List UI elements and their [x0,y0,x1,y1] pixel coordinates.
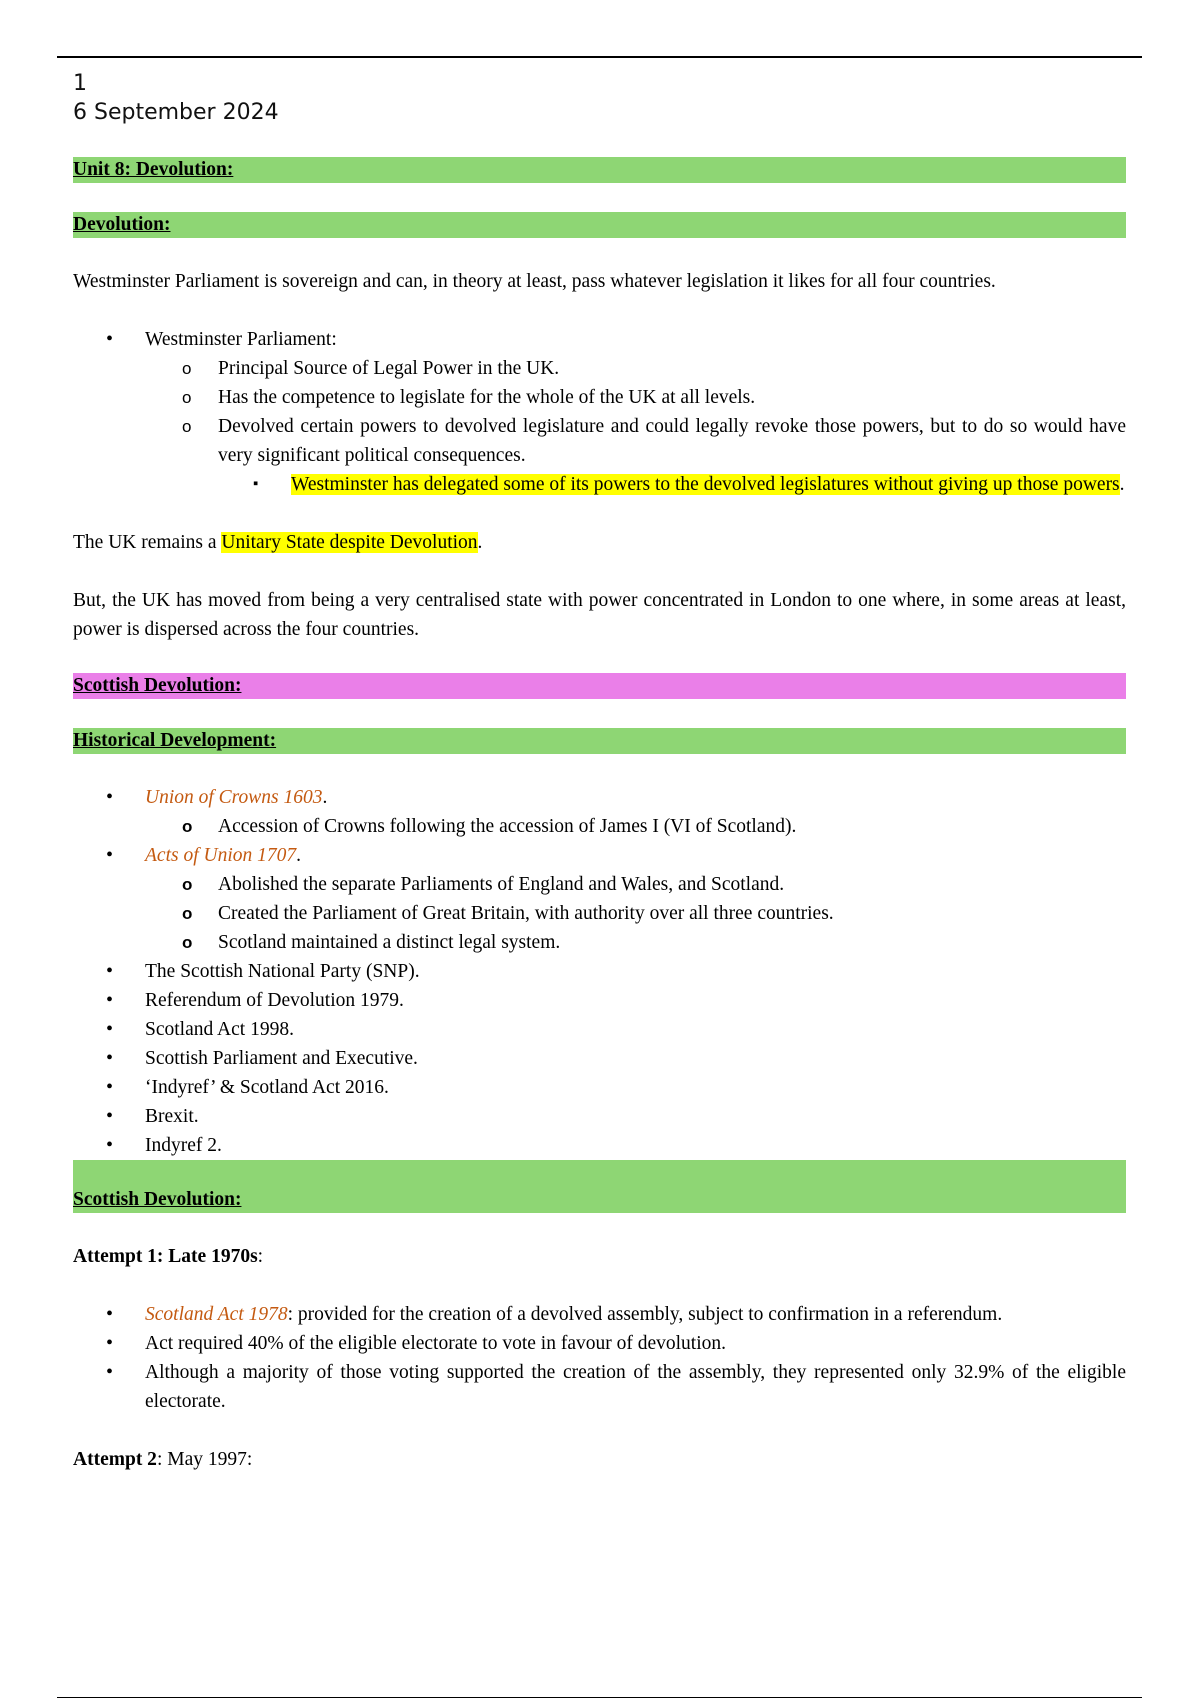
attempt-1-list [73,1300,1126,1416]
document-body [73,157,1126,1474]
header-rule [57,56,1142,58]
attempt-2-heading: Attempt 2: May 1997: [73,1449,253,1470]
list-item: o Created the Parliament of Great Britain, with authority over all three countries. [73,899,1126,928]
scottish-devolution-heading-2: Scottish Devolution: [73,1160,1126,1213]
centralised-paragraph: But, the UK has moved from being a very centralised state with power concentrated in London to one where, in some areas at least, power is dispersed across the four countries. [73,590,1126,640]
list-item: o Devolved certain powers to devolved legislature and could legally revoke those powers, but to do so would have very significant political consequences. [73,412,1126,470]
list-item: • Scotland Act 1998. [73,1015,1126,1044]
document-date: 6 September 2024 [73,100,279,125]
list-item: • Act required 40% of the eligible electorate to vote in favour of devolution. [73,1329,1126,1358]
attempt-1-heading: Attempt 1: Late 1970s: [73,1246,264,1267]
unit-heading: Unit 8: Devolution: [73,157,1126,183]
page-number: 1 [73,71,87,96]
list-item: • Westminster Parliament: [73,325,1126,354]
list-item: • Acts of Union 1707. [73,841,1126,870]
unitary-state-paragraph: The UK remains a Unitary State despite Devolution. [73,532,483,553]
list-item: • ‘Indyref’ & Scotland Act 2016. [73,1073,1126,1102]
scottish-devolution-heading: Scottish Devolution: [73,673,1126,699]
list-item: o Accession of Crowns following the accession of James I (VI of Scotland). [73,812,1126,841]
footer-rule [57,1697,1142,1698]
list-item: • Although a majority of those voting supported the creation of the assembly, they represented only 32.9% of the eligible electorate. [73,1358,1126,1416]
historical-list [73,783,1126,1160]
list-item: o Abolished the separate Parliaments of England and Wales, and Scotland. [73,870,1126,899]
list-item: • Scotland Act 1978: provided for the creation of a devolved assembly, subject to confirmation in a referendum. [73,1300,1126,1329]
list-item: • The Scottish National Party (SNP). [73,957,1126,986]
list-item: o Principal Source of Legal Power in the UK. [73,354,1126,383]
westminster-list [73,325,1126,499]
historical-development-heading: Historical Development: [73,728,1126,754]
list-item: • Referendum of Devolution 1979. [73,986,1126,1015]
list-item: • Indyref 2. [73,1131,1126,1160]
list-item: • Scottish Parliament and Executive. [73,1044,1126,1073]
devolution-heading: Devolution: [73,212,1126,238]
list-item: • Brexit. [73,1102,1126,1131]
devolution-intro: Westminster Parliament is sovereign and can, in theory at least, pass whatever legislation it likes for all four countries. [73,271,996,292]
list-item: ▪ Westminster has delegated some of its powers to the devolved legislatures without giving up those powers. [73,470,1126,499]
list-item: o Scotland maintained a distinct legal system. [73,928,1126,957]
list-item: o Has the competence to legislate for the whole of the UK at all levels. [73,383,1126,412]
list-item: • Union of Crowns 1603. [73,783,1126,812]
